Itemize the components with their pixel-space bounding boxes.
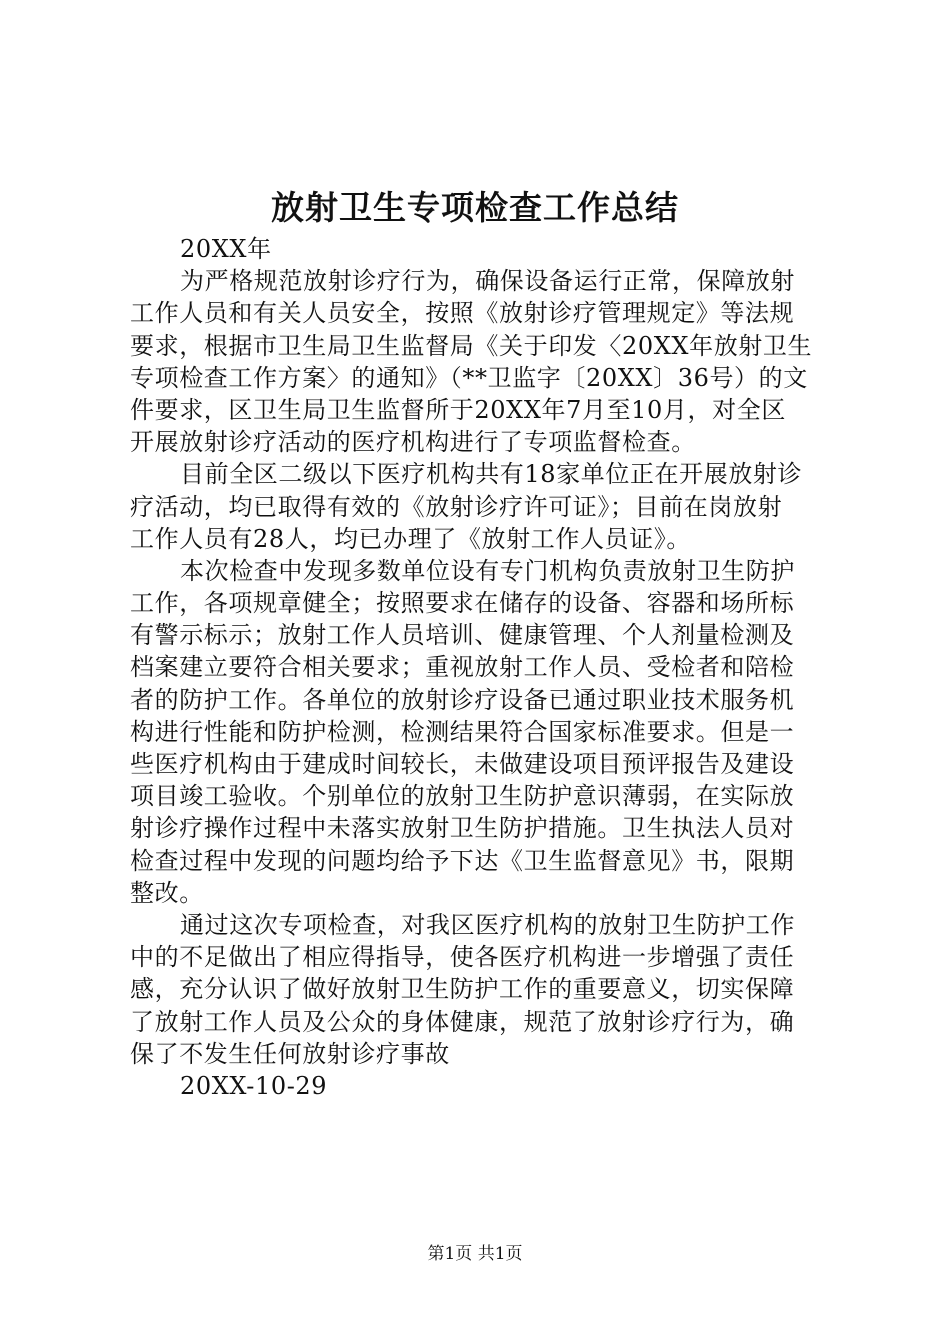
paragraph-2-line-1: 目前全区二级以下医疗机构共有18家单位正在开展放射诊	[180, 460, 803, 489]
paragraph-3-line-2: 工作，各项规章健全；按照要求在储存的设备、容器和场所标	[130, 589, 795, 618]
paragraph-3-line-11: 整改。	[130, 878, 204, 907]
paragraph-1-line-1: 为严格规范放射诊疗行为，确保设备运行正常，保障放射	[180, 267, 795, 296]
paragraph-3-line-6: 构进行性能和防护检测，检测结果符合国家标准要求。但是一	[130, 717, 795, 746]
paragraph-1-line-2: 工作人员和有关人员安全，按照《放射诊疗管理规定》等法规	[130, 299, 795, 328]
paragraph-4-line-5: 保了不发生任何放射诊疗事故	[130, 1039, 450, 1068]
paragraph-3-line-4: 档案建立要符合相关要求；重视放射工作人员、受检者和陪检	[130, 653, 795, 682]
paragraph-1-line-5: 件要求，区卫生局卫生监督所于20XX年7月至10月，对全区	[130, 395, 786, 424]
year-line: 20XX年	[180, 235, 272, 263]
date-line: 20XX-10-29	[180, 1071, 328, 1100]
paragraph-3-line-7: 些医疗机构由于建成时间较长，未做建设项目预评报告及建设	[130, 750, 795, 778]
paragraph-1-line-3: 要求，根据市卫生局卫生监督局《关于印发〈20XX年放射卫生	[130, 331, 813, 360]
paragraph-3-line-10: 检查过程中发现的问题均给予下达《卫生监督意见》书，限期	[130, 846, 795, 875]
paragraph-4-line-4: 了放射工作人员及公众的身体健康，规范了放射诊疗行为，确	[130, 1007, 795, 1036]
paragraph-3-line-1: 本次检查中发现多数单位设有专门机构负责放射卫生防护	[180, 556, 795, 585]
paragraph-4-line-3: 感，充分认识了做好放射卫生防护工作的重要意义，切实保障	[130, 975, 795, 1004]
paragraph-4-line-1: 通过这次专项检查，对我区医疗机构的放射卫生防护工作	[180, 910, 795, 939]
paragraph-2-line-2: 疗活动，均已取得有效的《放射诊疗许可证》；目前在岗放射	[130, 492, 783, 521]
paragraph-4-line-2: 中的不足做出了相应得指导，使各医疗机构进一步增强了责任	[130, 943, 795, 972]
paragraph-2-line-3: 工作人员有28人，均已办理了《放射工作人员证》。	[130, 524, 691, 553]
paragraph-3-line-3: 有警示标示；放射工作人员培训、健康管理、个人剂量检测及	[130, 621, 795, 650]
page-footer: 第1页 共1页	[427, 1244, 523, 1264]
paragraph-3-line-5: 者的防护工作。各单位的放射诊疗设备已通过职业技术服务机	[130, 685, 795, 714]
paragraph-1-line-6: 开展放射诊疗活动的医疗机构进行了专项监督检查。	[130, 428, 696, 457]
document-body	[130, 233, 830, 1102]
paragraph-1-line-4: 专项检查工作方案〉的通知》（**卫监字〔20XX〕36号）的文	[130, 363, 808, 392]
paragraph-3-line-9: 射诊疗操作过程中未落实放射卫生防护措施。卫生执法人员对	[130, 814, 795, 843]
document-title: 放射卫生专项检查工作总结	[271, 188, 679, 227]
paragraph-3-line-8: 项目竣工验收。个别单位的放射卫生防护意识薄弱，在实际放	[130, 782, 795, 811]
